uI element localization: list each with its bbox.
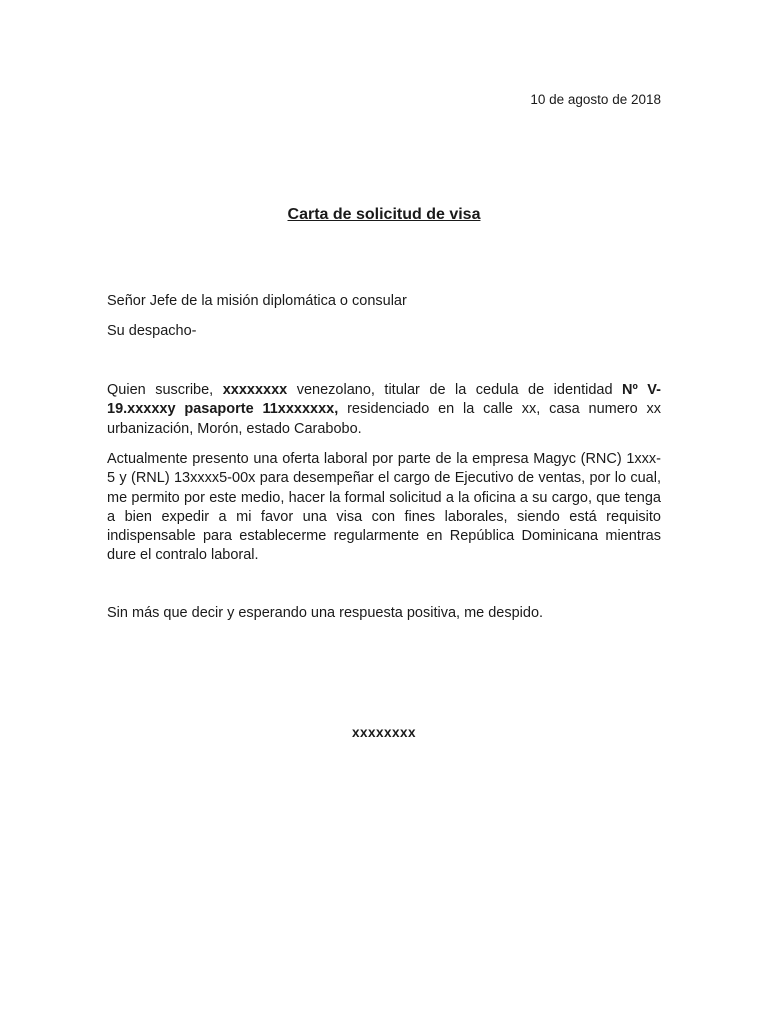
paragraph-identity-text1: venezolano, titular de la cedula de identidad [296,382,613,398]
applicant-name: xxxxxxxx [222,382,288,398]
letter-date: 10 de agosto de 2018 [530,92,661,107]
paragraph-identity-intro: Quien suscribe, [107,382,214,398]
closing-line: Sin más que decir y esperando una respuesta positiva, me despido. [107,605,544,621]
letter-title: Carta de solicitud de visa [287,206,481,223]
id-and-passport: Nº V-19.xxxxxy pasaporte 11xxxxxxx, [107,382,661,418]
signature: xxxxxxxx [351,725,417,740]
despacho-line: Su despacho- [107,323,197,339]
paragraph-job-offer: Actualmente presento una oferta laboral por parte de la empresa Magyc (RNC) 1xxx-5 y (RNL) 13xxxx5-00x para desempeñar el cargo de Ejecutivo de ventas, por lo cual, me permito por este medio, hacer la formal solicitud a la oficina a su cargo, que tenga a bien expedir a mi favor una visa con fines laborales, siendo está requisito indispensable para establecerme regularmente en República Dominicana mientras dure el contralo laboral. [107,451,661,564]
paragraph-identity [107,381,661,439]
paragraph-identity-text2: residenciado en la calle xx, casa numero xx urbanización, Morón, estado Carabobo. [107,401,661,437]
salutation: Señor Jefe de la misión diplomática o consular [107,293,407,309]
